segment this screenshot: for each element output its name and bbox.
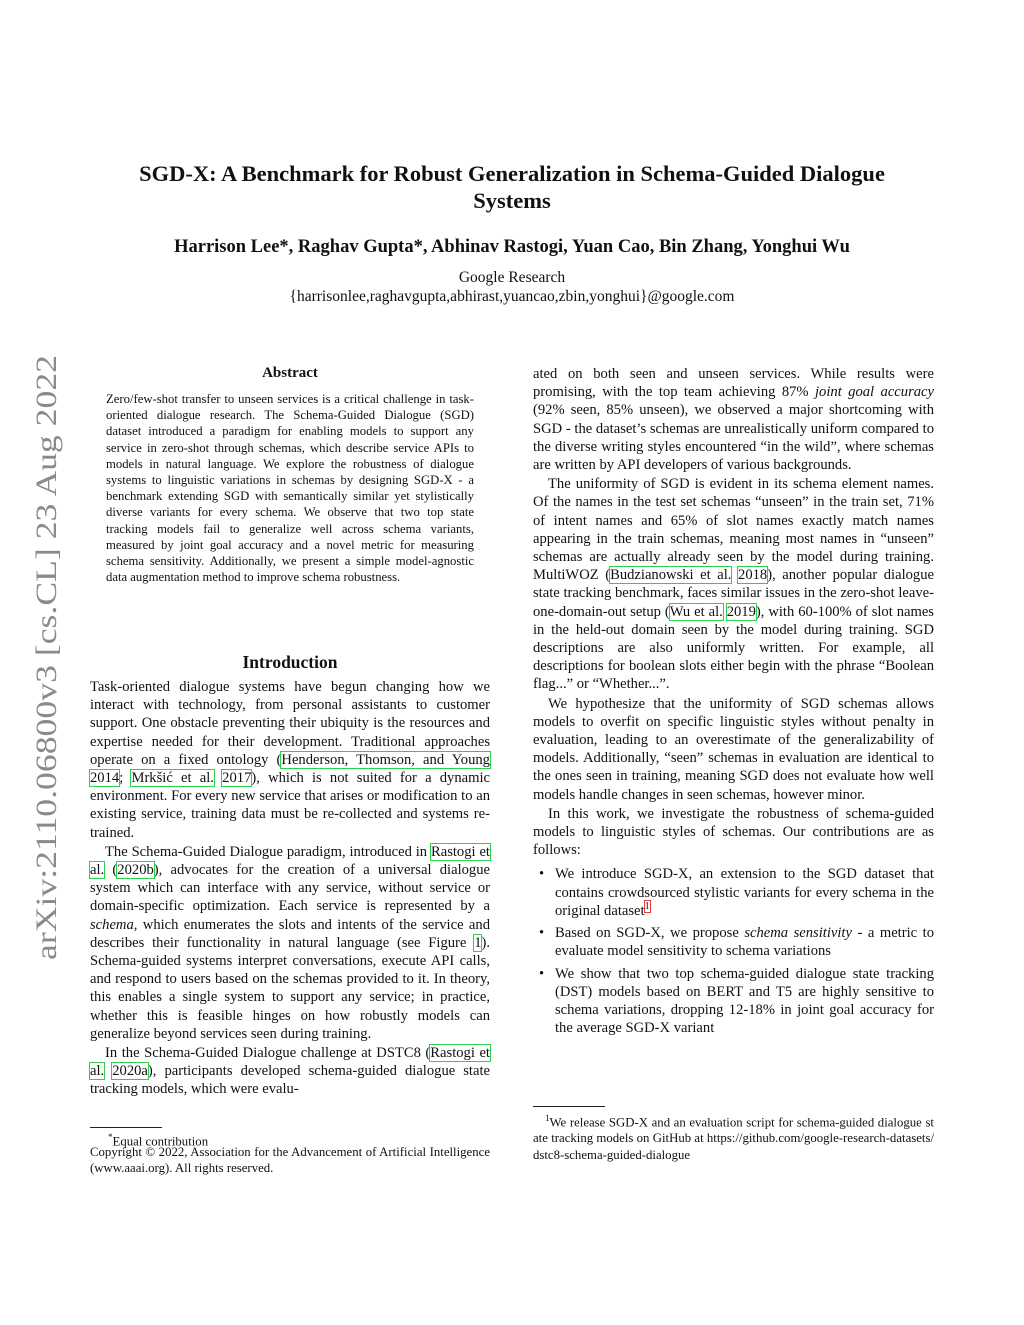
right-paragraph-1 [533,365,934,474]
citation-year-mrksic[interactable]: 2017 [222,770,252,787]
citation-link-rastogi-b[interactable]: Rastogi et al. [90,843,490,879]
citation-year-rastogi-b[interactable]: 2020b [117,862,154,879]
text-run: Based on SGD-X, we propose [555,925,745,942]
right-paragraph-4: In this work, we investigate the robustness of schema-guided models to linguistic styles of schemas. Our contributions are as follows: [533,805,934,859]
intro-paragraph-3 [90,1044,490,1099]
text-run: ). Schema-guided systems interpret conversations, execute API calls, and respond to users based on the schemas provided to it. In theory, this enables a single system to support any service; in practice, whether this is feasible hinges on how robustly models can generalize beyond services seen during training. [90,934,490,1042]
text-run: The uniformity of SGD is evident in its schema element names. Of the names in the test set schemas “unseen” in the train set, 71% of intent names and 65% of slot names exactly match names appearing in the train schemas, meaning most names in “unseen” schemas are actually already seen by the model during training. MultiWOZ ( [533,476,934,584]
text-run: ), participants developed schema-guided dialogue state tracking models, which were evalu- [90,1063,490,1098]
text-run: In the Schema-Guided Dialogue challenge at DSTC8 ( [105,1045,431,1062]
citation-link-wu[interactable]: Wu et al. [669,603,723,620]
introduction-heading: Introduction [242,652,338,672]
text-run: ated on both seen and unseen services. While results were promising, with the top team achieving 87% [533,366,934,401]
list-item: • We show that two top schema-guided dialogue state tracking (DST) models based on BERT and T5 are highly sensitive to schema variations, dropping 12-18% in joint goal accuracy for the average SGD-X variant [555,965,934,1038]
text-run: ), advocates for the creation of a universal dialogue system which can interface with any service, without service or domain-specific optimization. Each service is represented by a [90,862,490,915]
text-run: We introduce SGD-X, an extension to the SGD dataset that contains crowdsourced stylistic variants for every schema in the original dataset [555,866,934,919]
text-run: , which enumerates the slots and intents of the service and describes their functionality in natural language (see Figure [90,916,490,951]
emphasis: joint goal accuracy [815,384,935,401]
intro-paragraph-1: Task-oriented dialogue systems have begun changing how we interact with technology, from personal assistants to customer support. One obstacle preventing their ubiquity is the resources and expertise needed for their development. Traditional approaches operate on a fixed ontology (Henderson, Thomson, and Young 2014; Mrkšić et al. 2017), which is not suited for a dynamic environment. For every new service that arises or modification to an existing service, training data must be re-collected and systems re-trained. [90,679,491,841]
arxiv-identifier: arXiv:2110.06800v3 [cs.CL] 23 Aug 2022 [30,451,63,960]
abstract-text: Zero/few-shot transfer to unseen services is a critical challenge in task-oriented dialogue research. The Schema-Guided Dialogue (SGD) dataset introduced a paradigm for enabling models to support any service in zero-shot through schemas, which describe service APIs to models in natural language. We explore the robustness of dialogue systems to linguistic variations in schemas by designing SGD-X - a benchmark extending SGD with semantically similar yet stylistically diverse variants for every schema. We observe that two top state tracking models fail to generalize well across schema variants, measured by joint goal accuracy and a novel metric for measuring schema sensitivity. Additionally, we present a simple model-agnostic data augmentation method to improve schema robustness. [106,392,474,585]
arxiv-stamp [18,350,68,970]
footnote-link-1[interactable]: 1 [644,901,650,913]
citation-year-budzianowski[interactable]: 2018 [738,567,768,584]
list-item [555,865,934,920]
citation-link-budzianowski[interactable]: Budzianowski et al. [610,567,732,584]
right-paragraph-2 [533,475,934,693]
contribution-list [533,865,934,1037]
right-column [533,365,934,1041]
left-column [90,678,490,1099]
footnote-text: We release SGD-X and an evaluation script for schema-guided dialogue state tracking models on GitHub at https://github.com/google-research-datasets/dstc8-schema-guided-dialogue [533,1115,934,1162]
intro-paragraph-2: The Schema-Guided Dialogue paradigm, introduced in Rastogi et al. (2020b), advocates for the creation of a universal dialogue system which can interface with any service, without service or domain-specific optimization. Each service is represented by a schema, which enumerates the slots and intents of the service and describes their functionality in natural language (see Figure 1). Schema-guided systems interpret conversations, execute API calls, and respond to users based on the schemas provided to it. In theory, this enables a single system to support any service; in practice, whether this is feasible hinges on how robustly models can generalize beyond services seen during training. [90,843,490,1042]
citation-link-rastogi-a[interactable]: Rastogi et al. [90,1045,490,1080]
right-paragraph-3: We hypothesize that the uniformity of SGD schemas allows models to overfit on specific linguistic styles without penalty in evaluation, leading to an overestimate of the generalizability of models. Additionally, “seen” schemas in evaluation are identical to the ones seen in training, meaning SGD does not evaluate how well models handle changes in seen schemas, however minor. [533,695,934,803]
text-run: ), with 60-100% of slot names in the held-out domain seen by the model during training. SGD descriptions are also uniformly written. For example, all descriptions for boolean slots either begin with the phrase “Boolean flag...” or “Whether...”. [533,603,934,693]
footnote-1 [533,1110,934,1163]
text-run: - a metric to evaluate model sensitivity to schema variations [555,925,935,960]
emphasis: schema [90,916,134,933]
figure-link-1[interactable]: 1 [474,934,482,951]
affiliation: Google Research [458,269,566,286]
paper-title: SGD-X: A Benchmark for Robust Generalization in Schema-Guided Dialogue Systems [139,161,885,213]
author-emails: {harrisonlee,raghavgupta,abhirast,yuancao,zbin,yonghui}@google.com [289,288,735,305]
text-run: Task-oriented dialogue systems have begun changing how we interact with technology, from personal assistants to customer support. One obstacle preventing their ubiquity is the resources and expertise needed for their development. Traditional approaches operate on a fixed ontology ( [90,679,490,768]
citation-link-henderson[interactable]: Henderson, Thomson, and Young [281,751,490,768]
author-list: Harrison Lee*, Raghav Gupta*, Abhinav Rastogi, Yuan Cao, Bin Zhang, Yonghui Wu [174,237,850,257]
citation-link-mrksic[interactable]: Mrkšić et al. [131,770,214,787]
abstract-heading: Abstract [262,365,318,381]
citation-year-rastogi-a[interactable]: 2020a [112,1063,148,1080]
text-run: The Schema-Guided Dialogue paradigm, introduced in [105,843,431,860]
citation-year-wu[interactable]: 2019 [726,603,756,620]
copyright-notice: Copyright © 2022, Association for the Advancement of Artificial Intelligence (www.aaai.org). All rights reserved. [90,1145,490,1176]
citation-year-henderson[interactable]: 2014 [90,770,120,787]
emphasis: schema sensitivity [744,925,852,942]
affiliation-block [100,268,924,306]
footnote-rule [533,1106,605,1107]
list-item [555,924,934,960]
footnote-text: Equal contribution [112,1134,209,1149]
footnote-marker: 1 [545,1113,550,1123]
text-run: (92% seen, 85% unseen), we observed a major shortcoming with SGD - the dataset’s schemas are unrealistically uniform compared to the diverse writing styles encountered “in the wild”, where schemas are written by API developers of various backgrounds. [533,402,934,474]
text-run: ), another popular dialogue state tracking benchmark, faces similar issues in the zero-shot leave-one-domain-out setup ( [533,567,934,620]
footnote-rule [90,1127,162,1128]
footnote-marker: * [108,1132,113,1142]
text-run: ), which is not suited for a dynamic environment. For every new service that arises or modification to an existing service, training data must be re-collected and systems re-trained. [90,770,491,841]
